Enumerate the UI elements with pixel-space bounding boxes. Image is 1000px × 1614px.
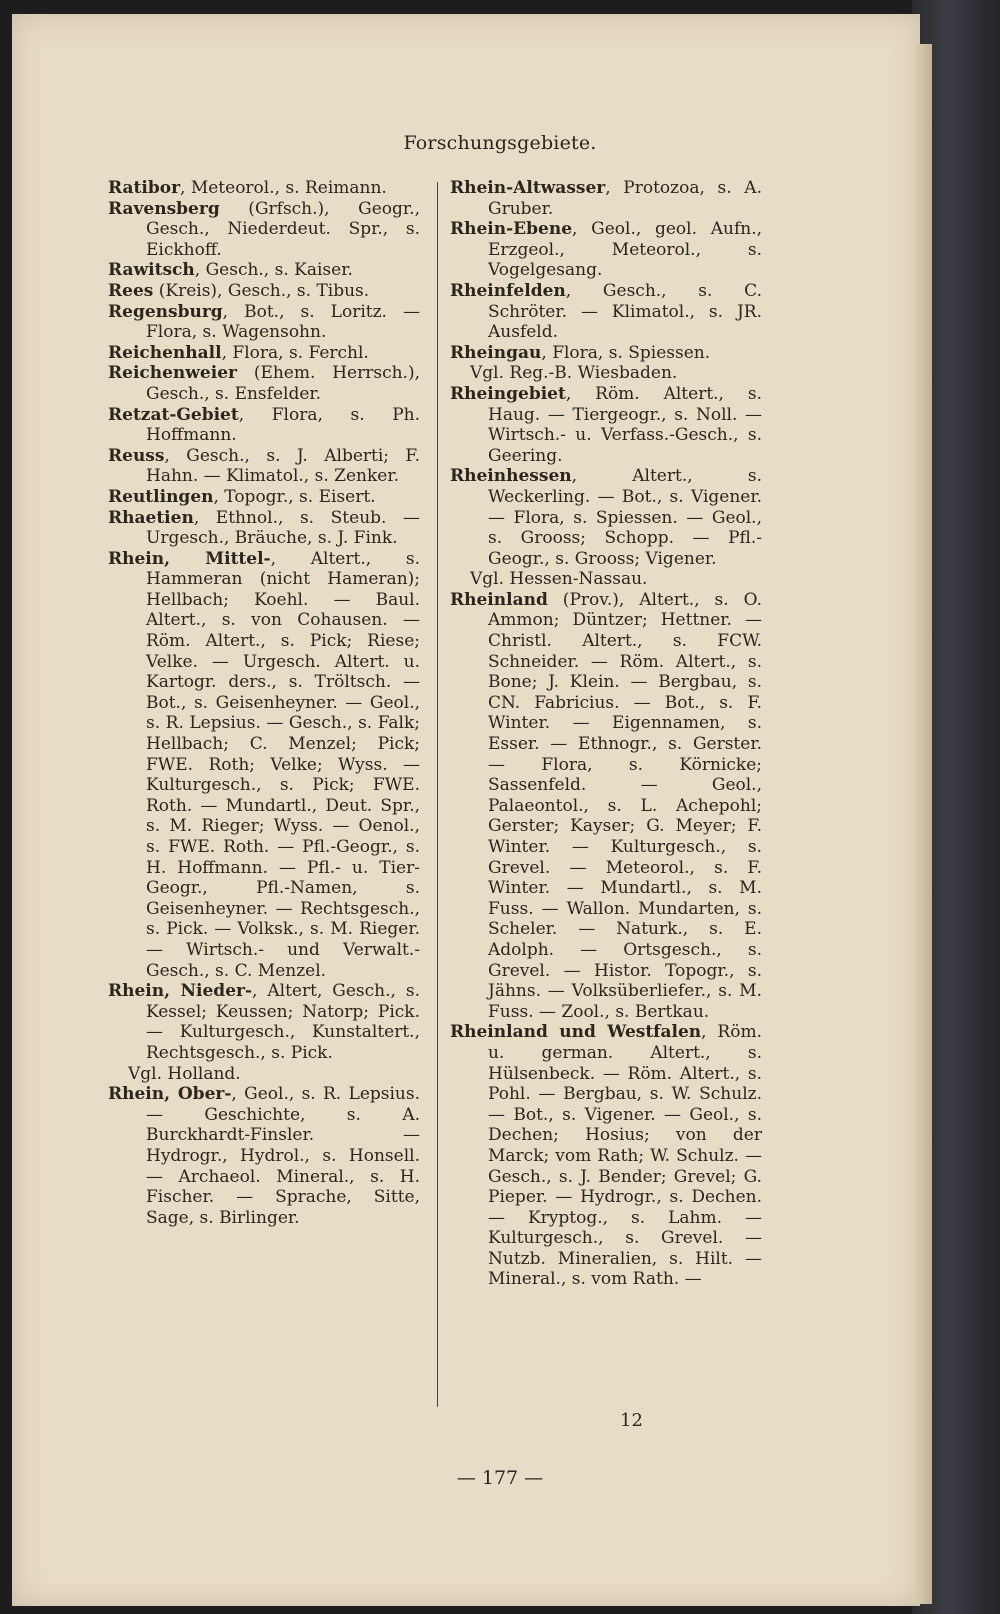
index-entry xyxy=(450,590,762,1022)
entry-headword: Retzat-Gebiet xyxy=(108,404,239,425)
entry-text: , Topogr., s. Eisert. xyxy=(213,486,376,507)
index-entry xyxy=(450,343,762,364)
page-number: — 177 — xyxy=(456,1467,544,1489)
entry-text: (Prov.), Altert., s. O. Ammon; Düntzer; Hettner. — Christl. Altert., s. FCW. Schneider. — Röm. Altert., s. Bone; J. Klein. — Bergbau, s. CN. Fabricius. — Bot., s. F. Winter. — Eigennamen, s. Esser. — Ethnogr., s. Gerster. — Flora, s. Körnicke; Sassenfeld. — Geol., Palaeontol., s. L. Achepohl; Gerster; Kayser; G. Meyer; F. Winter. — Kulturgesch., s. Grevel. — Meteorol., s. F. Winter. — Mundartl., s. M. Fuss. — Wallon. Mundarten, s. Scheler. — Naturk., s. E. Adolph. — Ortsgesch., s. Grevel. — Histor. Topogr., s. Jähns. — Volksüberliefer., s. M. Fuss. — Zool., s. Bertkau. xyxy=(488,589,762,1022)
entry-text: , Röm. Altert., s. Haug. — Tiergeogr., s. Noll. — Wirtsch.- u. Verfass.-Gesch., s. Geering. xyxy=(488,383,762,466)
index-entry xyxy=(450,219,762,281)
index-entry xyxy=(450,281,762,343)
index-entry xyxy=(108,363,420,404)
entry-text: , Meteorol., s. Reimann. xyxy=(180,178,387,198)
entry-text: Vgl. Reg.-B. Wiesbaden. xyxy=(470,363,678,384)
index-entry xyxy=(108,178,420,199)
right-column xyxy=(450,178,762,1290)
entry-headword: Rhein, Nieder- xyxy=(108,981,253,1002)
entry-headword: Rawitsch xyxy=(108,260,195,281)
entry-text: , Bot., s. Loritz. — Flora, s. Wagensohn. xyxy=(146,301,420,343)
entry-text: , Altert., s. Hammeran (nicht Hameran); Hellbach; Koehl. — Baul. Altert., s. von Cohausen. — Röm. Altert., s. Pick; Riese; Velke. — Urgesch. Altert. u. Kartogr. ders., s. Tröltsch. — Bot., s. Geisenheyner. — Geol., s. R. Lepsius. — Gesch., s. Falk; Hellbach; C. Menzel; Pick; FWE. Roth; Velke; Wyss. — Kulturgesch., s. Pick; FWE. Roth. — Mundartl., Deut. Spr., s. M. Rieger; Wyss. — Oenol., s. FWE. Roth. — Pfl.-Geogr., s. H. Hoffmann. — Pfl.- u. Tier-Geogr., Pfl.-Namen, s. Geisenheyner. — Rechtsgesch., s. Pick. — Volksk., s. M. Rieger. — Wirtsch.- und Verwalt.-Gesch., s. C. Menzel. xyxy=(146,548,420,981)
entry-text: , Ethnol., s. Steub. — Urgesch., Bräuche, s. J. Fink. xyxy=(146,507,420,549)
entry-headword: Rheinfelden xyxy=(450,280,566,301)
entry-headword: Rheingebiet xyxy=(450,383,566,404)
index-entry xyxy=(108,1084,420,1228)
index-entry xyxy=(108,446,420,487)
entry-headword: Rhein, Ober- xyxy=(108,1084,232,1105)
entry-text: , Flora, s. Ph. Hoffmann. xyxy=(146,404,420,446)
entry-headword: Reutlingen xyxy=(108,486,214,507)
entry-text: Vgl. Holland. xyxy=(128,1063,241,1084)
index-entry xyxy=(108,405,420,446)
entry-text: , Altert., s. Weckerling. — Bot., s. Vigener. — Flora, s. Spiessen. — Geol., s. Grooss; Schopp. — Pfl.-Geogr., s. Grooss; Vigener. xyxy=(488,466,762,569)
entry-text: Vgl. Hessen-Nassau. xyxy=(470,569,648,590)
column-divider xyxy=(437,182,438,1407)
entry-text: (Ehem. Herrsch.), Gesch., s. Ensfelder. xyxy=(146,363,420,404)
index-entry xyxy=(108,260,420,281)
entry-headword: Rhein, Mittel- xyxy=(108,548,271,569)
left-column xyxy=(108,178,420,1228)
entry-headword: Rheingau xyxy=(450,342,542,363)
entry-headword: Rheinhessen xyxy=(450,466,572,487)
entry-text: , Röm. u. german. Altert., s. Hülsenbeck. — Röm. Altert., s. Pohl. — Bergbau, s. W. Schulz. — Bot., s. Vigener. — Geol., s. Dechen; Hosius; von der Marck; vom Rath; W. Schulz. — Gesch., s. J. Bender; Grevel; G. Pieper. — Hydrogr., s. Dechen. — Kryptog., s. Lahm. — Kulturgesch., s. Grevel. — Nutzb. Mineralien, s. Hilt. — Mineral., s. vom Rath. — xyxy=(488,1022,762,1290)
entry-headword: Rheinland xyxy=(450,589,548,610)
index-entry xyxy=(450,363,762,384)
index-entry xyxy=(450,1022,762,1290)
entry-headword: Ratibor xyxy=(108,178,181,198)
entry-text: (Kreis), Gesch., s. Tibus. xyxy=(153,280,370,301)
entry-headword: Reichenhall xyxy=(108,342,222,363)
index-entry xyxy=(108,981,420,1063)
index-entry xyxy=(108,199,420,261)
entry-text: , Gesch., s. C. Schröter. — Klimatol., s. JR. Ausfeld. xyxy=(488,280,762,343)
index-entry xyxy=(108,1064,420,1085)
entry-headword: Rhaetien xyxy=(108,507,194,528)
entry-text: , Flora, s. Ferchl. xyxy=(221,342,369,363)
entry-text: , Altert, Gesch., s. Kessel; Keussen; Natorp; Pick. — Kulturgesch., Kunstaltert., Rechtsgesch., s. Pick. xyxy=(146,981,420,1063)
signature-mark: 12 xyxy=(620,1410,643,1431)
entry-headword: Rheinland und Westfalen xyxy=(450,1022,702,1043)
entry-text: (Grfsch.), Geogr., Gesch., Niederdeut. Spr., s. Eickhoff. xyxy=(146,198,420,260)
index-entry xyxy=(108,487,420,508)
entry-headword: Rhein-Altwasser xyxy=(450,178,606,198)
index-entry xyxy=(108,302,420,343)
index-entry xyxy=(450,178,762,219)
index-entry xyxy=(108,508,420,549)
index-entry xyxy=(450,466,762,569)
entry-text: , Gesch., s. J. Alberti; F. Hahn. — Klimatol., s. Zenker. xyxy=(146,445,420,487)
index-entry xyxy=(108,281,420,302)
entry-headword: Ravensberg xyxy=(108,198,220,219)
running-header: Forschungsgebiete. xyxy=(403,132,597,154)
entry-headword: Reuss xyxy=(108,445,165,466)
entry-text: , Flora, s. Spiessen. xyxy=(541,342,711,363)
entry-text: , Protozoa, s. A. Gruber. xyxy=(488,178,762,219)
index-entry xyxy=(108,343,420,364)
entry-headword: Regensburg xyxy=(108,301,223,322)
entry-text: , Gesch., s. Kaiser. xyxy=(194,260,353,281)
entry-headword: Reichenweier xyxy=(108,363,237,384)
entry-headword: Rees xyxy=(108,280,154,301)
entry-text: , Geol., geol. Aufn., Erzgeol., Meteorol., s. Vogelgesang. xyxy=(488,219,762,281)
page-edge xyxy=(914,44,932,1604)
index-entry xyxy=(108,549,420,981)
index-entry xyxy=(450,569,762,590)
entry-text: , Geol., s. R. Lepsius. — Geschichte, s. A. Burckhardt-Finsler. — Hydrogr., Hydrol., s. Honsell. — Archaeol. Mineral., s. H. Fischer. — Sprache, Sitte, Sage, s. Birlinger. xyxy=(146,1084,420,1228)
entry-headword: Rhein-Ebene xyxy=(450,219,573,240)
index-entry xyxy=(450,384,762,466)
